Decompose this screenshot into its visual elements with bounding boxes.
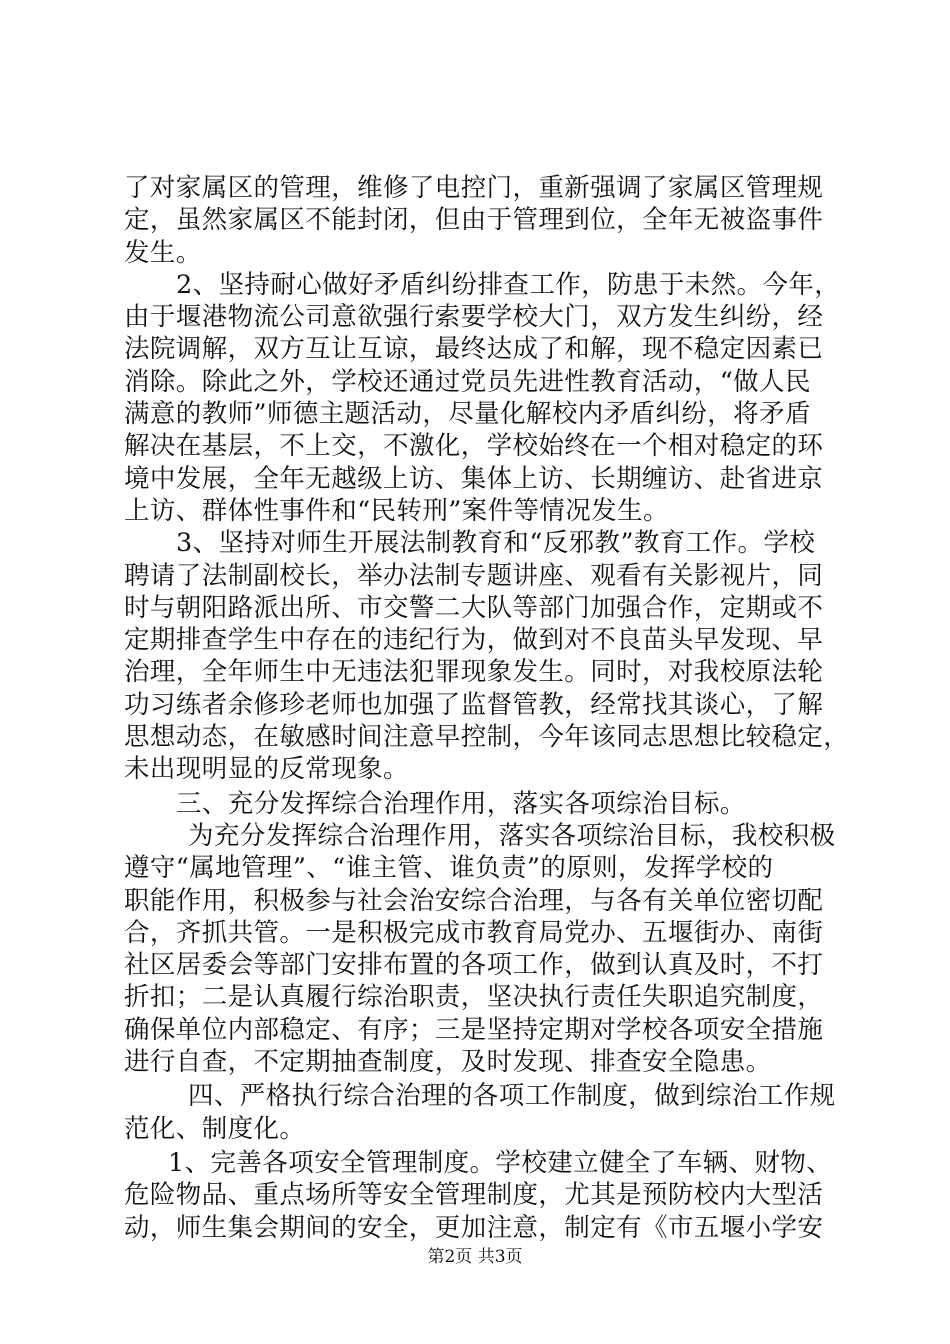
section-heading: 三、充分发挥综合治理作用，落实各项综治目标。 (176, 788, 746, 819)
paragraph-start-line: 2、坚持耐心做好矛盾纠纷排查工作，防患于未然。今年， (176, 269, 841, 300)
text-line: 治理，全年师生中无违法犯罪现象发生。同时，对我校原法轮 (124, 657, 824, 688)
text-line: 合，齐抓共管。一是积极完成市教育局党办、五堰街办、南街 (124, 917, 824, 948)
paragraph-start-line: 3、坚持对师生开展法制教育和“反邪教”教育工作。学校 (176, 528, 816, 559)
text-line: 发生。 (124, 237, 202, 268)
text-line: 功习练者余修珍老师也加强了监督管教，经常找其谈心，了解 (124, 689, 824, 720)
text-line: 职能作用，积极参与社会治安综合治理，与各有关单位密切配 (124, 885, 824, 916)
text-line: 由于堰港物流公司意欲强行索要学校大门，双方发生纠纷，经 (124, 302, 824, 333)
text-line: 定期排查学生中存在的违纪行为，做到对不良苗头早发现、早 (124, 625, 824, 656)
text-line: 时与朝阳路派出所、市交警二大队等部门加强合作，定期或不 (124, 592, 824, 623)
text-line: 社区居委会等部门安排布置的各项工作，做到认真及时，不打 (124, 950, 824, 981)
text-line: 动，师生集会期间的安全，更加注意，制定有《市五堰小学安 (124, 1212, 824, 1243)
page-footer: 第2页 共3页 (427, 1247, 523, 1267)
paragraph-start-line: 1、完善各项安全管理制度。学校建立健全了车辆、财物、 (168, 1147, 833, 1178)
section-heading: 四、严格执行综合治理的各项工作制度，做到综治工作规 (188, 1081, 836, 1112)
text-line: 了对家属区的管理，维修了电控门，重新强调了家属区管理规 (124, 173, 824, 203)
text-line: 遵守“属地管理”、“谁主管、谁负责”的原则，发挥学校的 (124, 853, 774, 884)
text-line: 满意的教师”师德主题活动，尽量化解校内矛盾纠纷，将矛盾 (124, 399, 811, 430)
text-line: 解决在基层，不上交，不激化，学校始终在一个相对稳定的环 (124, 431, 824, 462)
text-line: 定，虽然家属区不能封闭，但由于管理到位，全年无被盗事件 (124, 205, 824, 236)
text-line: 范化、制度化。 (124, 1113, 306, 1144)
text-line: 确保单位内部稳定、有序；三是坚持定期对学校各项安全措施 (124, 1014, 824, 1045)
text-line: 危险物品、重点场所等安全管理制度，尤其是预防校内大型活 (124, 1180, 824, 1211)
text-line: 法院调解，双方互让互谅，最终达成了和解，现不稳定因素已 (124, 334, 824, 365)
text-line: 上访、群体性事件和“民转刑”案件等情况发生。 (124, 495, 669, 526)
text-line: 未出现明显的反常现象。 (124, 754, 409, 785)
text-line: 聘请了法制副校长，举办法制专题讲座、观看有关影视片，同 (124, 560, 824, 591)
text-line: 进行自查，不定期抽查制度，及时发现、排查安全隐患。 (124, 1047, 772, 1078)
paragraph-start-line: 为充分发挥综合治理作用，落实各项综治目标，我校积极 (188, 820, 836, 851)
text-line: 消除。除此之外，学校还通过党员先进性教育活动，“做人民 (124, 366, 811, 397)
document-body (124, 172, 850, 1244)
text-line: 境中发展，全年无越级上访、集体上访、长期缠访、赴省进京 (124, 463, 824, 494)
text-line: 折扣；二是认真履行综治职责，坚决执行责任失职追究制度， (124, 982, 824, 1013)
text-line: 思想动态，在敏感时间注意早控制，今年该同志思想比较稳定， (124, 722, 850, 753)
